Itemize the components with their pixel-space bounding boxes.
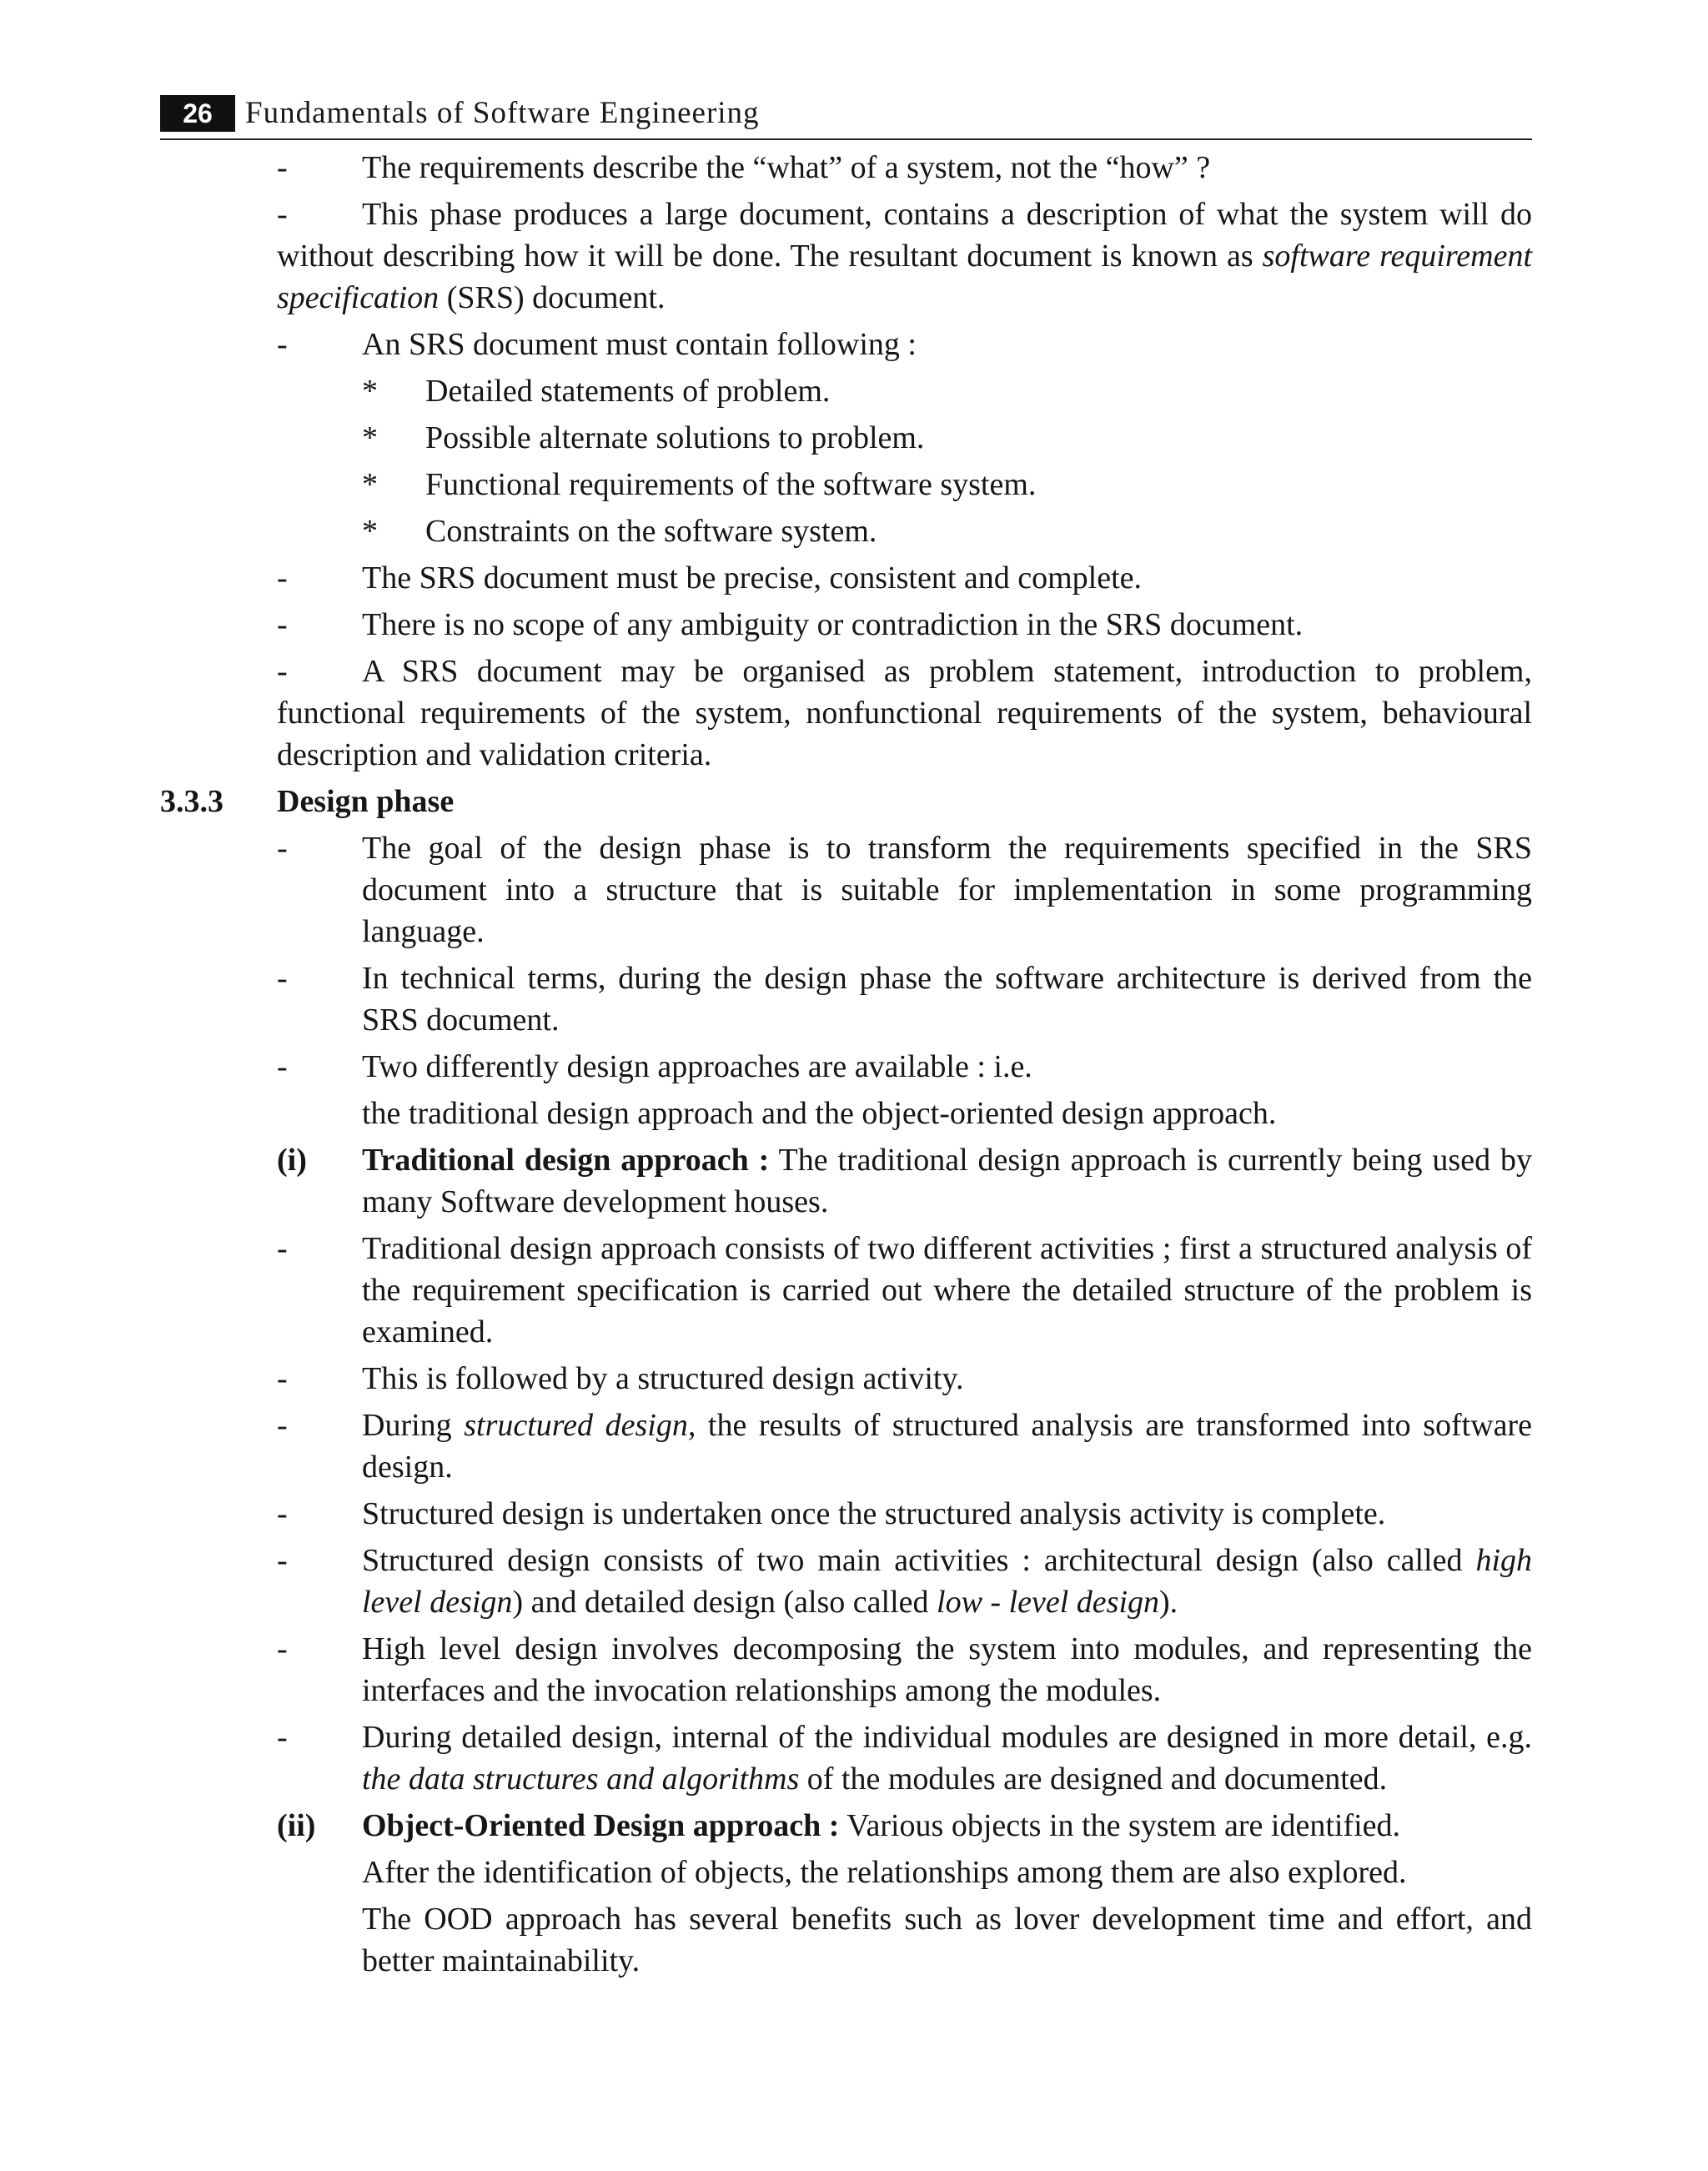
dash-bullet: -: [277, 1408, 288, 1443]
dash-bullet: -: [277, 1631, 288, 1666]
list-item: [0, 193, 1708, 319]
star-bullet: *: [362, 514, 378, 549]
traditional-approach: (i) Traditional design approach : The traditional design approach is currently being used by many Software development houses.: [0, 1139, 1708, 1223]
list-item: - Structured design is undertaken once the structured analysis activity is complete.: [0, 1493, 1708, 1535]
page-number: 26: [160, 95, 235, 132]
list-item: [0, 324, 1708, 365]
sub-list-item: * Detailed statements of problem.: [0, 370, 1708, 412]
ood-approach: (ii) Object-Oriented Design approach : Various objects in the system are identified.: [0, 1805, 1708, 1847]
dash-bullet: -: [277, 1720, 288, 1755]
list-item: - During structured design, the results of structured analysis are transformed into software design.: [0, 1405, 1708, 1488]
ood-paragraph: After the identification of objects, the relationships among them are also explored.: [362, 1855, 1407, 1890]
list-item: - Traditional design approach consists of two different activities ; first a structured analysis of the requirement specification is carried out where the detailed structure of the problem is examined.: [0, 1228, 1708, 1353]
list-item: - A SRS document may be organised as problem statement, introduction to problem, functional requirements of the system, nonfunctional requirements of the system, behavioural description and validation criteria.: [0, 651, 1708, 776]
dash-bullet: -: [277, 1361, 288, 1396]
sub-list-item: * Constraints on the software system.: [0, 510, 1708, 552]
list-item: - Two differently design approaches are available : i.e.: [0, 1046, 1708, 1088]
list-item: - This is followed by a structured design activity.: [0, 1358, 1708, 1400]
dash-bullet: -: [277, 831, 288, 866]
ood-title: Object-Oriented Design approach :: [362, 1808, 840, 1843]
dash-bullet: -: [277, 961, 288, 996]
dash-bullet: -: [277, 1543, 288, 1578]
section-title: Design phase: [277, 784, 455, 819]
srs-document-paragraph: This phase produces a large document, contains a description of what the system will do without describing how it will be done. The resultant document is known as software requirement specification (SRS) document.: [277, 197, 1532, 315]
srs-contents-intro: An SRS document must contain following :: [362, 327, 917, 362]
sub-list-item: * Functional requirements of the software system.: [0, 464, 1708, 505]
list-item-continued: the traditional design approach and the object-oriented design approach.: [362, 1096, 1277, 1131]
book-title: Fundamentals of Software Engineering: [245, 96, 760, 130]
dash-bullet: -: [277, 654, 288, 689]
list-item: - The SRS document must be precise, consistent and complete.: [0, 557, 1708, 599]
list-item: - Structured design consists of two main activities : architectural design (also called high level design) and detailed design (also called low - level design).: [0, 1540, 1708, 1623]
dash-bullet: -: [277, 150, 288, 185]
dash-bullet: -: [277, 197, 288, 232]
page-header: [160, 92, 1532, 140]
sub-list-item: * Possible alternate solutions to problem.: [0, 417, 1708, 459]
srs-term: software requirement specification: [277, 239, 1532, 315]
dash-bullet: -: [277, 327, 288, 362]
star-bullet: *: [362, 374, 378, 409]
page-content: [0, 147, 1708, 1982]
roman-label: (ii): [277, 1808, 316, 1843]
traditional-title: Traditional design approach :: [362, 1143, 770, 1178]
ood-paragraph: The OOD approach has several benefits such as lover development time and effort, and better maintainability.: [362, 1902, 1532, 1978]
star-bullet: *: [362, 420, 378, 455]
dash-bullet: -: [277, 1049, 288, 1084]
list-item: - In technical terms, during the design phase the software architecture is derived from the SRS document.: [0, 957, 1708, 1041]
roman-label: (i): [277, 1143, 307, 1178]
star-bullet: *: [362, 467, 378, 502]
dash-bullet: -: [277, 607, 288, 642]
section-heading: [0, 781, 1708, 822]
section-number: 3.3.3: [160, 784, 224, 819]
dash-bullet: -: [277, 1231, 288, 1266]
list-item: [0, 147, 1708, 188]
dash-bullet: -: [277, 560, 288, 596]
list-item: - There is no scope of any ambiguity or contradiction in the SRS document.: [0, 604, 1708, 646]
srs-what-not-how: The requirements describe the “what” of a system, not the “how” ?: [362, 150, 1211, 185]
list-item: - During detailed design, internal of the individual modules are designed in more detail, e.g. the data structures and algorithms of the modules are designed and documented.: [0, 1716, 1708, 1800]
list-item: - High level design involves decomposing the system into modules, and representing the interfaces and the invocation relationships among the modules.: [0, 1628, 1708, 1711]
dash-bullet: -: [277, 1496, 288, 1531]
list-item: - The goal of the design phase is to transform the requirements specified in the SRS document into a structure that is suitable for implementation in some programming language.: [0, 827, 1708, 952]
